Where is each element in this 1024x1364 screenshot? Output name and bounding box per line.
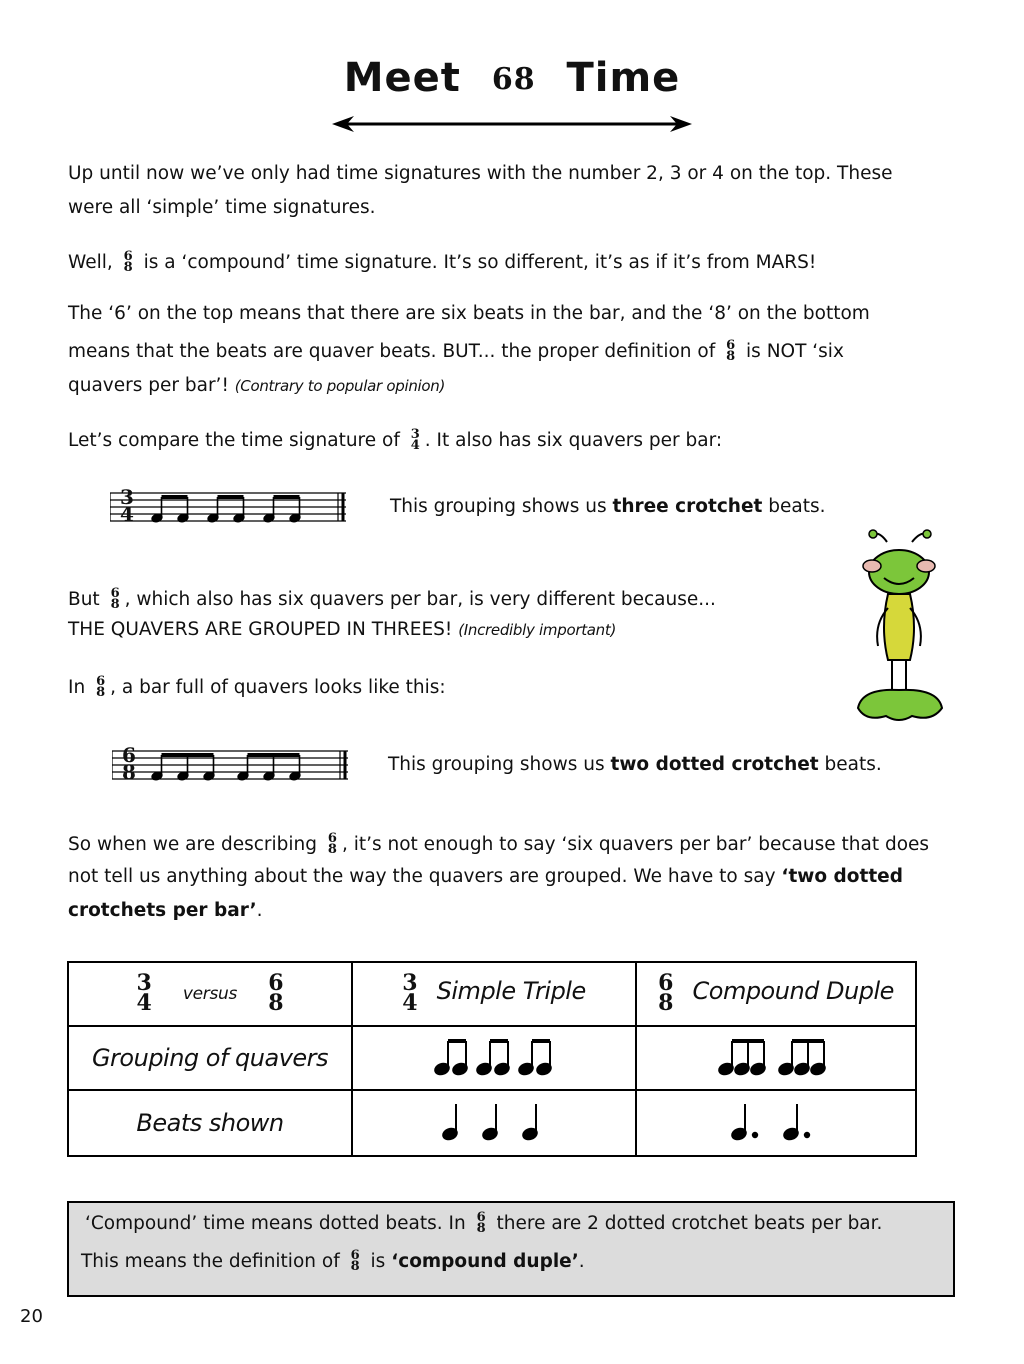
time-signature-three-four: 3 4 — [402, 970, 418, 1016]
inline-time-signature: 6 8 — [110, 586, 120, 612]
beats-simple-triple-cell — [352, 1090, 636, 1156]
time-signature-six-eight: 6 8 — [268, 970, 284, 1016]
table-row — [68, 1090, 916, 1156]
note-line-2: This means the definition of 6 8 is ‘compound duple’. — [81, 1248, 585, 1274]
inline-time-signature: 6 8 — [123, 249, 133, 275]
staff-lines-three-four — [110, 485, 350, 529]
title-arrow-icon — [330, 114, 694, 134]
staff-example-six-eight — [112, 743, 352, 787]
grouping-simple-triple-cell — [352, 1026, 636, 1090]
quaver-pairs-notation — [434, 1036, 554, 1076]
note-line-1: ‘Compound’ time means dotted beats. In 6 8 there are 2 dotted crotchet beats per bar. — [85, 1210, 883, 1236]
compare-paragraph: Let’s compare the time signature of 3 4 . It also has six quavers per bar: — [68, 427, 723, 453]
page-title — [0, 55, 1024, 101]
title-time: Time — [566, 55, 681, 101]
well-paragraph: Well, 6 8 is a ‘compound’ time signature. It’s so different, it’s as if it’s from MARS! — [68, 249, 817, 275]
summary-note-box — [67, 1201, 955, 1297]
header-compound-duple-cell: 6 8 Compound Duple — [636, 962, 916, 1026]
title-meet: Meet — [343, 55, 461, 101]
grouping-label-cell: Grouping of quavers — [68, 1026, 352, 1090]
quaver-triplets-notation — [718, 1036, 834, 1076]
example1-caption: This grouping shows us three crotchet beats. — [390, 496, 826, 517]
in-six-eight-paragraph: In 6 8 , a bar full of quavers looks like this: — [68, 674, 446, 700]
header-versus-cell: 3 4 versus 6 8 — [68, 962, 352, 1026]
example2-caption: This grouping shows us two dotted crotchet beats. — [388, 754, 882, 775]
inline-time-signature: 6 8 — [350, 1248, 360, 1274]
staff-lines-six-eight — [112, 743, 352, 787]
explain-paragraph: The ‘6’ on the top means that there are six beats in the bar, and the ‘8’ on the bottom means that the beats are quaver beats. BUT... the proper definition of 6 8 is NOT ‘six quavers per bar’! (Contrary to popular opinion) — [68, 303, 870, 396]
grouping-compound-duple-cell — [636, 1026, 916, 1090]
inline-time-signature: 6 8 — [96, 674, 106, 700]
beats-label-cell: Beats shown — [68, 1090, 352, 1156]
but-paragraph: But 6 8 , which also has six quavers per bar, is very different because... THE QUAVERS ARE GROUPED IN THREES! (Incredibly important) — [68, 586, 716, 640]
time-signature-three-four: 3 4 — [136, 970, 152, 1016]
table-header-row — [68, 962, 916, 1026]
staff-example-three-four — [110, 485, 350, 529]
intro-paragraph: Up until now we’ve only had time signatures with the number 2, 3 or 4 on the top. These were all ‘simple’ time signatures. — [68, 163, 893, 218]
beats-compound-duple-cell — [636, 1090, 916, 1156]
staff-time-signature: 3 4 — [120, 485, 134, 526]
inline-time-signature: 6 8 — [327, 831, 337, 857]
table-row — [68, 1026, 916, 1090]
staff-time-signature: 6 8 — [122, 743, 136, 784]
aside-note: (Incredibly important) — [458, 621, 617, 639]
header-simple-triple-cell: 3 4 Simple Triple — [352, 962, 636, 1026]
dotted-crotchet-beats-notation — [731, 1101, 821, 1141]
title-time-signature: 68 — [491, 61, 536, 97]
comparison-table — [67, 961, 917, 1157]
inline-time-signature: 6 8 — [726, 338, 736, 364]
describe-paragraph: So when we are describing 6 8 , it’s not enough to say ‘six quavers per bar’ because that does not tell us anything about the way the quavers are grouped. We have to say ‘two dotted crotchets per bar’. — [68, 831, 930, 921]
crotchet-beats-notation — [442, 1101, 546, 1141]
inline-time-signature: 6 8 — [476, 1210, 486, 1236]
page-number: 20 — [20, 1306, 43, 1327]
time-signature-six-eight: 6 8 — [658, 970, 674, 1016]
aside-note: (Contrary to popular opinion) — [234, 377, 446, 395]
inline-time-signature: 3 4 — [410, 427, 420, 453]
